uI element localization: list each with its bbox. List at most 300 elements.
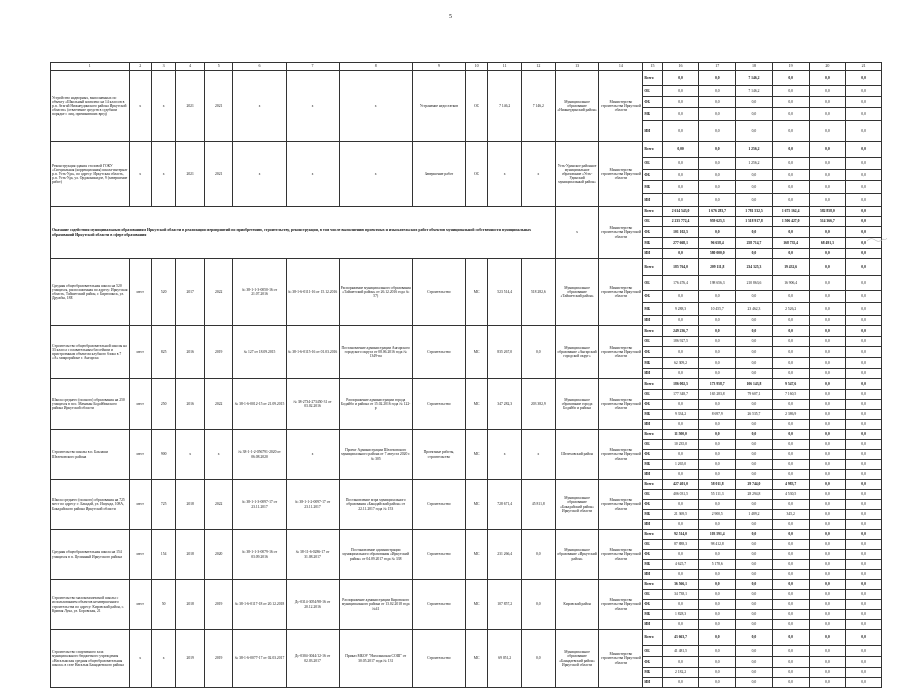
amount-cell: 0,0: [809, 530, 846, 540]
amount-cell: 0,0: [772, 71, 809, 86]
amount-cell: 0,0: [846, 480, 882, 490]
amount-cell: 36 566,1: [662, 580, 699, 590]
object-c11-cell: 107 857,2: [488, 580, 522, 630]
object-c2-cell: мест: [129, 379, 151, 430]
amount-cell: 0,0: [699, 500, 736, 510]
funding-type-cell: МБ: [643, 460, 662, 470]
column-number-cell: 2: [129, 63, 151, 71]
table-row: [51, 580, 882, 590]
object-c3-cell: х: [151, 71, 175, 142]
amount-cell: 0,0: [846, 657, 882, 668]
funding-type-cell: ИИ: [643, 620, 662, 630]
object-c6-cell: № 127 от 18.09.2015: [233, 326, 286, 379]
amount-cell: 19 432,6: [772, 259, 809, 276]
amount-cell: 0,0: [772, 657, 809, 668]
funding-type-cell: ФБ: [643, 347, 662, 358]
amount-cell: 0,0: [699, 440, 736, 450]
column-number-cell: 20: [809, 63, 846, 71]
amount-cell: 0,0: [699, 460, 736, 470]
funding-type-cell: МБ: [643, 560, 662, 570]
amount-cell: 0,0: [772, 347, 809, 358]
object-c10-cell: МС: [465, 430, 487, 480]
funding-type-cell: Всего: [643, 580, 662, 590]
funding-type-cell: ИИ: [643, 420, 662, 430]
amount-cell: 0,0: [772, 646, 809, 657]
amount-cell: 0,0: [846, 430, 882, 440]
object-c11-cell: 835 267,0: [488, 326, 522, 379]
object-c3-cell: 900: [151, 430, 175, 480]
amount-cell: 0,0: [809, 646, 846, 657]
funding-type-cell: ФБ: [643, 291, 662, 303]
amount-cell: 0,0: [736, 316, 773, 326]
funding-type-cell: ОБ: [643, 646, 662, 657]
funding-type-cell: МБ: [643, 610, 662, 620]
table-body: [51, 63, 882, 688]
amount-cell: 0,0: [772, 291, 809, 303]
amount-cell: 0,0: [736, 630, 773, 646]
amount-cell: 7 160,5: [772, 390, 809, 400]
amount-cell: 0,0: [736, 430, 773, 440]
amount-cell: 0,0: [736, 194, 773, 207]
object-c4-cell: 2018: [176, 480, 205, 530]
amount-cell: 0,0: [772, 550, 809, 560]
amount-cell: 0,0: [846, 450, 882, 460]
amount-cell: 0,0: [809, 410, 846, 420]
amount-cell: 0,0: [846, 390, 882, 400]
funding-type-cell: Всего: [643, 142, 662, 158]
amount-cell: 58 011,8: [699, 480, 736, 490]
object-c5-cell: 2019: [204, 580, 233, 630]
amount-cell: 0,0: [846, 678, 882, 688]
amount-cell: 0,0: [662, 347, 699, 358]
object-c9-cell: Строительство: [412, 379, 465, 430]
object-c6-cell: № 38-1-6-0077-17 от 02.03.2017: [233, 630, 286, 688]
amount-cell: 0,0: [699, 420, 736, 430]
object-c3-cell: 154: [151, 530, 175, 580]
object-c5-cell: 2021: [204, 71, 233, 142]
amount-cell: 0,0: [846, 259, 882, 276]
amount-cell: 0,0: [662, 249, 699, 259]
funding-type-cell: МБ: [643, 410, 662, 420]
amount-cell: 0,0: [772, 358, 809, 369]
amount-cell: 209 111,8: [699, 259, 736, 276]
amount-cell: 0,00: [662, 142, 699, 158]
section-c13-cell: х: [555, 207, 599, 259]
amount-cell: 582 858,0: [809, 207, 846, 217]
object-c14-cell: Министерство строительства Иркутской области: [599, 580, 643, 630]
amount-cell: 0,0: [772, 170, 809, 181]
amount-cell: 0,0: [662, 500, 699, 510]
amount-cell: 0,0: [846, 326, 882, 337]
amount-cell: 0,0: [662, 657, 699, 668]
amount-cell: 0,0: [736, 291, 773, 303]
amount-cell: 4 983,7: [772, 480, 809, 490]
amount-cell: 0,0: [846, 194, 882, 207]
object-c3-cell: х: [151, 142, 175, 207]
amount-cell: 0,0: [662, 181, 699, 194]
amount-cell: 43 663,7: [662, 630, 699, 646]
amount-cell: 198 656,3: [699, 276, 736, 291]
amount-cell: 87 888,3: [662, 540, 699, 550]
amount-cell: 0,0: [772, 430, 809, 440]
amount-cell: 7 146,2: [736, 86, 773, 97]
amount-cell: 0,0: [772, 520, 809, 530]
amount-cell: 0,0: [809, 540, 846, 550]
amount-cell: 0,0: [809, 303, 846, 316]
amount-cell: 168 735,4: [772, 238, 809, 249]
object-c7-cell: № 38-1-6-0111-16 от 15.12.2016: [286, 259, 339, 326]
amount-cell: 34 738,1: [662, 590, 699, 600]
funding-type-cell: ИИ: [643, 249, 662, 259]
object-c10-cell: МС: [465, 379, 487, 430]
amount-cell: 1 256,2: [736, 142, 773, 158]
amount-cell: 0,0: [809, 420, 846, 430]
funding-type-cell: ОБ: [643, 86, 662, 97]
column-number-row: [51, 63, 882, 71]
object-c14-cell: Министерство строительства Иркутской области: [599, 430, 643, 480]
object-c6-cell: № 38-1-1-3-0097-17 от 23.11.2017: [233, 480, 286, 530]
amount-cell: 0,0: [662, 678, 699, 688]
amount-cell: 0,0: [699, 369, 736, 379]
amount-cell: 406 031,5: [662, 490, 699, 500]
amount-cell: 0,0: [736, 646, 773, 657]
amount-cell: 0,0: [662, 400, 699, 410]
amount-cell: 0,0: [846, 358, 882, 369]
amount-cell: 0,0: [809, 668, 846, 678]
amount-cell: 0,0: [662, 420, 699, 430]
column-number-cell: 18: [736, 63, 773, 71]
amount-cell: 0,0: [846, 410, 882, 420]
object-c6-cell: № 38-1-1-3-0079-16 от 03.09.2016: [233, 530, 286, 580]
amount-cell: 0,0: [846, 71, 882, 86]
funding-type-cell: ФБ: [643, 550, 662, 560]
funding-type-cell: Всего: [643, 207, 662, 217]
object-c14-cell: Министерство строительства Иркутской области: [599, 630, 643, 688]
object-c12-cell: 45 811,8: [522, 480, 556, 530]
object-c14-cell: Министерство строительства Иркутской области: [599, 71, 643, 142]
amount-cell: 0,0: [699, 657, 736, 668]
amount-cell: 0,0: [662, 71, 699, 86]
funding-type-cell: Всего: [643, 326, 662, 337]
amount-cell: 0,0: [846, 440, 882, 450]
funding-type-cell: ОБ: [643, 540, 662, 550]
object-name-cell: Средняя общеобразовательная школа на 520 учащихся, расположенная по адресу: Иркутская область, Тайшетский район, г. Бирюсинск, ул. Дружбы, 18Е: [51, 259, 130, 326]
amount-cell: 0,0: [736, 358, 773, 369]
amount-cell: 0,0: [699, 291, 736, 303]
amount-cell: 79 607,1: [736, 390, 773, 400]
amount-cell: 0,0: [772, 570, 809, 580]
amount-cell: 0,0: [846, 276, 882, 291]
amount-cell: 0,0: [662, 97, 699, 108]
amount-cell: 62 309,2: [662, 358, 699, 369]
object-c8-cell: х: [339, 142, 412, 207]
object-c4-cell: 2018: [176, 530, 205, 580]
amount-cell: 106 143,8: [736, 379, 773, 390]
object-c9-cell: Строительство: [412, 580, 465, 630]
object-c9-cell: Строительство: [412, 630, 465, 688]
amount-cell: 0,0: [736, 600, 773, 610]
object-c8-cell: Постановление администрации Ангарского городского округа от 08.06.2016 года № 1349-па: [339, 326, 412, 379]
amount-cell: 0,0: [736, 347, 773, 358]
object-c5-cell: 2022: [204, 480, 233, 530]
table-row: [51, 259, 882, 276]
table-row: [51, 71, 882, 86]
object-c4-cell: 2018: [176, 580, 205, 630]
amount-cell: 0,0: [736, 181, 773, 194]
amount-cell: 0,0: [809, 170, 846, 181]
column-number-cell: 15: [643, 63, 662, 71]
amount-cell: 0,0: [772, 121, 809, 142]
funding-type-cell: Всего: [643, 530, 662, 540]
funding-type-cell: МБ: [643, 358, 662, 369]
amount-cell: 9 288,3: [662, 303, 699, 316]
amount-cell: 0,0: [699, 194, 736, 207]
object-c9-cell: Строительство: [412, 259, 465, 326]
amount-cell: 0,0: [809, 97, 846, 108]
object-c8-cell: х: [339, 71, 412, 142]
amount-cell: 2 235 772,4: [662, 217, 699, 227]
funding-type-cell: ИИ: [643, 121, 662, 142]
amount-cell: 0,0: [809, 580, 846, 590]
amount-cell: 0,0: [736, 249, 773, 259]
amount-cell: 0,0: [809, 560, 846, 570]
object-c2-cell: мест: [129, 326, 151, 379]
object-c9-cell: Проектные работы, строительство: [412, 430, 465, 480]
amount-cell: 0,0: [662, 108, 699, 121]
amount-cell: 0,0: [846, 108, 882, 121]
object-c9-cell: Строительство: [412, 480, 465, 530]
amount-cell: 0,0: [699, 316, 736, 326]
object-c2-cell: мест: [129, 530, 151, 580]
amount-cell: 0,0: [809, 108, 846, 121]
amount-cell: 0,0: [662, 121, 699, 142]
amount-cell: 0,0: [809, 520, 846, 530]
object-c3-cell: 50: [151, 580, 175, 630]
column-number-cell: 3: [151, 63, 175, 71]
column-number-cell: 19: [772, 63, 809, 71]
amount-cell: 0,0: [662, 369, 699, 379]
amount-cell: 0,0: [772, 580, 809, 590]
amount-cell: 0,0: [809, 460, 846, 470]
amount-cell: 0,0: [772, 530, 809, 540]
amount-cell: 0,0: [772, 194, 809, 207]
amount-cell: 1 506 427,0: [772, 217, 809, 227]
amount-cell: 249 236,7: [662, 326, 699, 337]
amount-cell: 0,0: [846, 238, 882, 249]
amount-cell: 1 518 917,8: [736, 217, 773, 227]
object-c4-cell: 2021: [176, 71, 205, 142]
amount-cell: 0,0: [846, 460, 882, 470]
object-c2-cell: х: [129, 142, 151, 207]
amount-cell: 0,0: [662, 520, 699, 530]
column-number-cell: 13: [555, 63, 599, 71]
amount-cell: 0,0: [772, 590, 809, 600]
funding-type-cell: ИИ: [643, 678, 662, 688]
amount-cell: 0,0: [662, 291, 699, 303]
amount-cell: 0,0: [736, 97, 773, 108]
amount-cell: 0,0: [736, 500, 773, 510]
table-row: [51, 326, 882, 337]
funding-type-cell: ОБ: [643, 217, 662, 227]
funding-type-cell: ФБ: [643, 657, 662, 668]
object-c13-cell: Муниципальное образование города Бодайбо и района: [555, 379, 599, 430]
amount-cell: 580 000,0: [699, 249, 736, 259]
funding-type-cell: ОБ: [643, 440, 662, 450]
funding-type-cell: Всего: [643, 430, 662, 440]
amount-cell: 2 614 543,0: [662, 207, 699, 217]
object-c13-cell: Кировский район: [555, 580, 599, 630]
amount-cell: 0,0: [809, 500, 846, 510]
object-c7-cell: Дс-0314-3054/98-16 от 20.12.2016: [286, 580, 339, 630]
amount-cell: 0,0: [772, 668, 809, 678]
amount-cell: 0,0: [772, 560, 809, 570]
column-number-cell: 1: [51, 63, 130, 71]
amount-cell: 0,0: [846, 97, 882, 108]
object-c13-cell: Муниципальное образование «Иркутский район»: [555, 530, 599, 580]
object-c5-cell: 2020: [204, 530, 233, 580]
amount-cell: 0,0: [772, 460, 809, 470]
amount-cell: 0,0: [772, 108, 809, 121]
funding-type-cell: ФБ: [643, 400, 662, 410]
amount-cell: 2 386,9: [772, 410, 809, 420]
amount-cell: 0,0: [809, 490, 846, 500]
amount-cell: 0,0: [846, 580, 882, 590]
object-name-cell: Школа среднего (полного) образования на 250 учащихся в пос. Мамакан Бодайбинского района Иркутской области: [51, 379, 130, 430]
object-c7-cell: № 38-11-6-0286-17 от 31.08.2017: [286, 530, 339, 580]
object-name-cell: Средняя общеобразовательная школа на 154 учащихся в п. Целинный Иркутского района: [51, 530, 130, 580]
amount-cell: 0,0: [809, 379, 846, 390]
column-number-cell: 16: [662, 63, 699, 71]
amount-cell: 0,0: [699, 86, 736, 97]
amount-cell: 0,0: [772, 337, 809, 347]
funding-type-cell: ИИ: [643, 369, 662, 379]
amount-cell: 0,0: [809, 590, 846, 600]
amount-cell: 0,0: [699, 430, 736, 440]
amount-cell: 0,0: [736, 560, 773, 570]
amount-cell: 0,0: [809, 121, 846, 142]
amount-cell: 16 906,4: [772, 276, 809, 291]
amount-cell: 959 625,3: [699, 217, 736, 227]
amount-cell: 0,0: [809, 610, 846, 620]
object-c11-cell: 728 671,4: [488, 480, 522, 530]
amount-cell: 165 283,8: [699, 390, 736, 400]
amount-cell: 1 489,2: [736, 510, 773, 520]
amount-cell: 0,0: [809, 400, 846, 410]
margin-scribble-icon: [866, 236, 888, 244]
amount-cell: 0,0: [699, 337, 736, 347]
amount-cell: 185 764,0: [662, 259, 699, 276]
object-c9-cell: Завершение работ: [412, 142, 465, 207]
page-number: 5: [449, 14, 452, 20]
object-c5-cell: 2021: [204, 142, 233, 207]
amount-cell: 0,0: [809, 194, 846, 207]
object-c6-cell: № 38-1-6-0117-18 от 20.12.2018: [233, 580, 286, 630]
funding-type-cell: ОБ: [643, 276, 662, 291]
investment-table: [50, 62, 882, 688]
object-c12-cell: х: [522, 430, 556, 480]
object-c5-cell: х: [204, 430, 233, 480]
amount-cell: 0,0: [772, 227, 809, 238]
funding-type-cell: МБ: [643, 510, 662, 520]
amount-cell: 55 111,3: [699, 490, 736, 500]
table-row: [51, 430, 882, 440]
object-c13-cell: Муниципальное образование «Тайшетский район»: [555, 259, 599, 326]
object-c4-cell: 2016: [176, 379, 205, 430]
amount-cell: 0,0: [699, 97, 736, 108]
amount-cell: 0,0: [662, 194, 699, 207]
object-c4-cell: 2017: [176, 259, 205, 326]
object-c2-cell: х: [129, 630, 151, 688]
object-c2-cell: х: [129, 71, 151, 142]
amount-cell: 28 294,8: [736, 490, 773, 500]
funding-type-cell: ОБ: [643, 337, 662, 347]
funding-type-cell: Всего: [643, 71, 662, 86]
section-c14-cell: Министерство строительства Иркутской области: [599, 207, 643, 259]
amount-cell: 177 348,7: [662, 390, 699, 400]
object-c13-cell: Муниципальное образование «Нижнеудинский район»: [555, 71, 599, 142]
object-c3-cell: 520: [151, 259, 175, 326]
amount-cell: 0,0: [699, 600, 736, 610]
amount-cell: 0,0: [809, 181, 846, 194]
section-title-cell: Оказание содействия муниципальным образованиям Иркутской области в реализации мероприятий по приобретению, строительству, реконструкции, в том числе выполнению проектных и изыскательских работ объектов муниципальной собственности муниципальных образований Иркутской области в сфере образования: [51, 207, 556, 259]
object-c14-cell: Министерство строительства Иркутской области: [599, 326, 643, 379]
amount-cell: 0,0: [662, 620, 699, 630]
amount-cell: 10 235,0: [662, 440, 699, 450]
amount-cell: 0,0: [736, 620, 773, 630]
amount-cell: 0,0: [772, 470, 809, 480]
object-c14-cell: Министерство строительства Иркутской области: [599, 379, 643, 430]
amount-cell: 0,0: [846, 369, 882, 379]
funding-type-cell: ФБ: [643, 227, 662, 238]
amount-cell: 210 863,6: [736, 276, 773, 291]
table-row: [51, 379, 882, 390]
amount-cell: 0,0: [846, 347, 882, 358]
funding-type-cell: Всего: [643, 480, 662, 490]
amount-cell: 0,0: [736, 369, 773, 379]
amount-cell: 0,0: [699, 678, 736, 688]
object-c7-cell: № 38-1-6-0115-16 от 01.03.2016: [286, 326, 339, 379]
amount-cell: 0,0: [772, 326, 809, 337]
object-name-cell: Строительство общеобразовательной школы на 33 класса с плавательным бассейном и пристроенным объектом клубного блока в 7 «А» микрорайоне г. Ангарска: [51, 326, 130, 379]
table-row: [51, 142, 882, 158]
amount-cell: 0,0: [772, 400, 809, 410]
amount-cell: 0,0: [736, 580, 773, 590]
funding-type-cell: ФБ: [643, 600, 662, 610]
amount-cell: 21 369,5: [662, 510, 699, 520]
amount-cell: 0,0: [809, 450, 846, 460]
funding-type-cell: ФБ: [643, 500, 662, 510]
amount-cell: 0,0: [736, 668, 773, 678]
object-c5-cell: 2022: [204, 379, 233, 430]
object-c8-cell: Распоряжение администрации города Бодайбо и района от 15.02.2016 года № 122-р: [339, 379, 412, 430]
amount-cell: 0,0: [846, 620, 882, 630]
funding-type-cell: ФБ: [643, 170, 662, 181]
object-c10-cell: МС: [465, 530, 487, 580]
amount-cell: 0,0: [736, 121, 773, 142]
amount-cell: 0,0: [772, 500, 809, 510]
amount-cell: 7 146,2: [736, 71, 773, 86]
amount-cell: 0,0: [772, 86, 809, 97]
object-c12-cell: 518 282,6: [522, 259, 556, 326]
amount-cell: 0,0: [662, 316, 699, 326]
amount-cell: 277 668,1: [662, 238, 699, 249]
amount-cell: 103 591,4: [699, 530, 736, 540]
funding-type-cell: ОБ: [643, 390, 662, 400]
funding-type-cell: ОБ: [643, 490, 662, 500]
object-name-cell: Реконструкция здания столовой ГОКУ «Специальная (коррекционная) школа-интернат р.п. Усть-Уда», по адресу: Иркутская область, р.п. Усть-Уда, ул. Орджоникидзе, 9 (завершение работ): [51, 142, 130, 207]
amount-cell: 0,0: [846, 590, 882, 600]
amount-cell: 0,0: [662, 158, 699, 170]
